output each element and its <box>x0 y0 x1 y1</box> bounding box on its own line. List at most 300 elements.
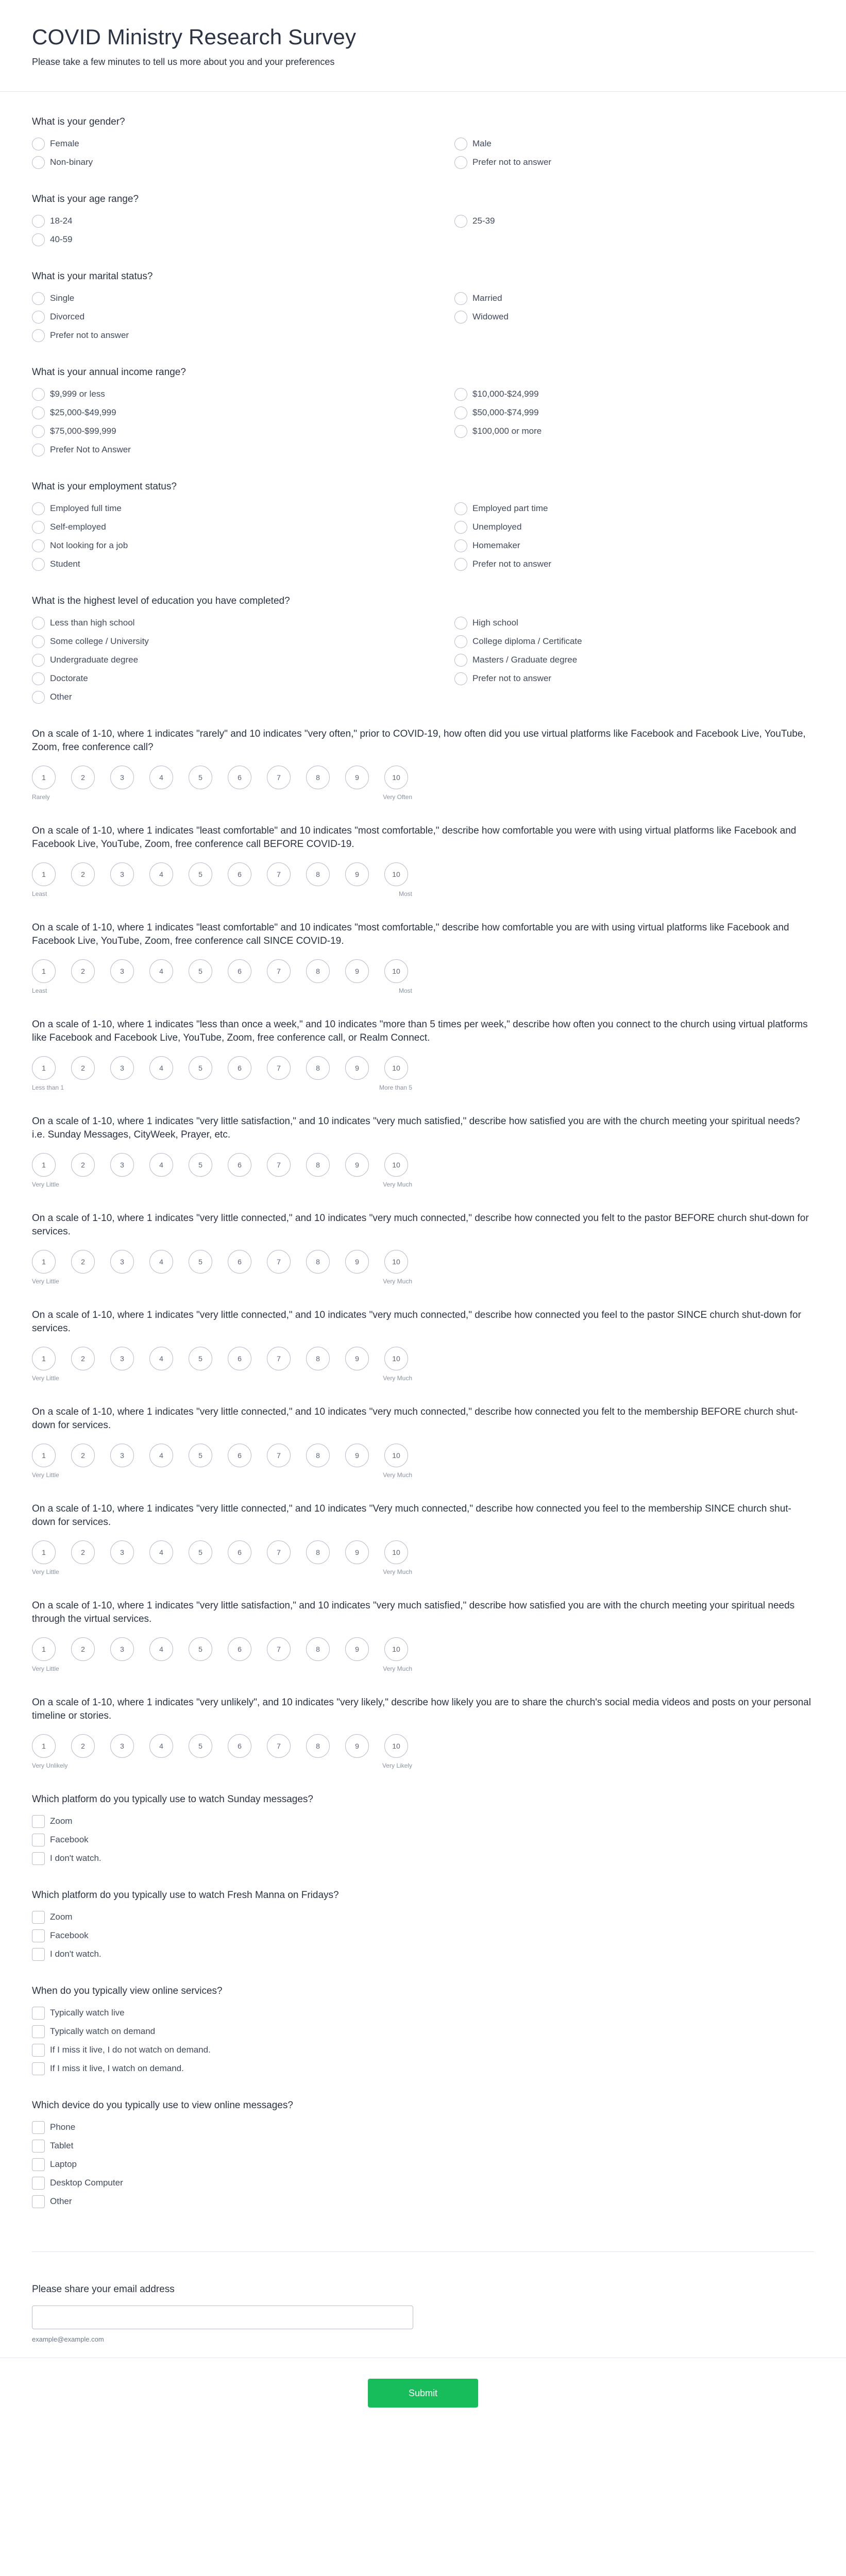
rating-option[interactable]: 4 <box>149 1250 173 1274</box>
radio-option-label: Prefer not to answer <box>50 330 129 340</box>
question-employment <box>32 480 814 571</box>
rating-option[interactable]: 7 <box>267 1444 291 1467</box>
question-label: On a scale of 1-10, where 1 indicates "very little connected," and 10 indicates "very much connected," describe how connected you feel to the pastor SINCE church shut-down for services. <box>32 1310 801 1334</box>
rating-option[interactable]: 7 <box>267 862 291 886</box>
rating-option[interactable]: 6 <box>228 1347 251 1370</box>
question-gender <box>32 115 814 169</box>
checkbox-option[interactable] <box>32 1947 814 1961</box>
checkbox-option[interactable] <box>32 2139 814 2153</box>
radio-option[interactable] <box>32 406 454 419</box>
rating-option[interactable]: 2 <box>71 1347 95 1370</box>
radio-button[interactable] <box>454 138 467 150</box>
rating-option[interactable]: 5 <box>189 1347 212 1370</box>
form-header <box>0 0 846 92</box>
rating-option[interactable]: 7 <box>267 1734 291 1758</box>
radio-button[interactable] <box>454 425 467 438</box>
radio-button[interactable] <box>32 388 45 401</box>
rating-option[interactable]: 2 <box>71 959 95 983</box>
checkbox[interactable] <box>32 1929 45 1942</box>
rating-end-labels <box>32 793 413 801</box>
radio-group-employment <box>32 502 814 571</box>
rating-option[interactable]: 1 <box>32 1637 56 1661</box>
question-education <box>32 595 814 704</box>
radio-option[interactable] <box>32 557 454 571</box>
radio-option-label: $100,000 or more <box>472 426 542 436</box>
question-scale <box>32 1599 814 1672</box>
checkbox[interactable] <box>32 2195 45 2208</box>
rating-option[interactable]: 10 <box>384 862 408 886</box>
radio-option[interactable] <box>32 292 454 305</box>
radio-option-label: $10,000-$24,999 <box>472 389 539 399</box>
rating-option[interactable]: 5 <box>189 1734 212 1758</box>
rating-option[interactable]: 5 <box>189 1540 212 1564</box>
checkbox[interactable] <box>32 1911 45 1924</box>
checkbox[interactable] <box>32 1834 45 1846</box>
radio-option[interactable] <box>32 653 454 667</box>
radio-group-education <box>32 616 814 704</box>
rating-option[interactable]: 5 <box>189 1056 212 1080</box>
checkbox-option[interactable] <box>32 1852 814 1865</box>
rating-options <box>32 959 413 983</box>
checkbox[interactable] <box>32 1948 45 1961</box>
rating-option[interactable]: 4 <box>149 1734 173 1758</box>
radio-button[interactable] <box>32 672 45 685</box>
rating-option[interactable]: 5 <box>189 1153 212 1177</box>
rating-option[interactable]: 6 <box>228 1056 251 1080</box>
rating-scale <box>32 1153 413 1188</box>
question-label: On a scale of 1-10, where 1 indicates "very little connected," and 10 indicates "very much connected," describe how connected you felt to the pastor BEFORE church shut-down for services. <box>32 1213 809 1237</box>
rating-option[interactable]: 3 <box>110 1734 134 1758</box>
radio-option[interactable] <box>454 557 815 571</box>
rating-option[interactable]: 1 <box>32 1153 56 1177</box>
question-scale <box>32 727 814 801</box>
radio-button[interactable] <box>32 215 45 228</box>
radio-button[interactable] <box>32 233 45 246</box>
rating-option[interactable]: 2 <box>71 1250 95 1274</box>
survey-form <box>0 115 846 2343</box>
question-email <box>32 2283 814 2343</box>
rating-option[interactable]: 7 <box>267 1056 291 1080</box>
radio-option[interactable] <box>454 539 815 552</box>
radio-option[interactable] <box>32 137 454 150</box>
radio-option-label: Male <box>472 139 492 148</box>
question-label: On a scale of 1-10, where 1 indicates "very little connected," and 10 indicates "very much connected," describe how connected you felt to the membership BEFORE church shut-down for services. <box>32 1406 798 1431</box>
radio-option[interactable] <box>454 502 815 515</box>
question-label: On a scale of 1-10, where 1 indicates "very little satisfaction," and 10 indicates "very much satisfied," describe how satisfied you are with the church meeting your spiritual needs? i.e. Sunday Messages, CityWeek, Prayer, etc. <box>32 1116 800 1140</box>
rating-option[interactable]: 4 <box>149 862 173 886</box>
rating-option[interactable]: 5 <box>189 959 212 983</box>
question-device <box>32 2099 814 2208</box>
radio-button[interactable] <box>32 444 45 456</box>
question-label: What is your age range? <box>32 194 139 205</box>
radio-option-label: 40-59 <box>50 234 73 244</box>
radio-option-label: Less than high school <box>50 618 135 628</box>
rating-option[interactable]: 1 <box>32 1056 56 1080</box>
question-label: Which device do you typically use to view online messages? <box>32 2100 293 2111</box>
rating-option[interactable]: 5 <box>189 1637 212 1661</box>
rating-option[interactable]: 4 <box>149 1444 173 1467</box>
rating-option[interactable]: 8 <box>306 766 330 789</box>
rating-option[interactable]: 1 <box>32 1734 56 1758</box>
question-view-when <box>32 1985 814 2075</box>
rating-scale <box>32 862 413 897</box>
rating-option[interactable]: 1 <box>32 1444 56 1467</box>
radio-option-label: Employed full time <box>50 503 122 513</box>
rating-option[interactable]: 8 <box>306 1153 330 1177</box>
radio-button[interactable] <box>454 558 467 571</box>
rating-low-label: Very Little <box>32 1568 59 1575</box>
radio-option[interactable] <box>454 672 815 685</box>
radio-option[interactable] <box>32 443 454 456</box>
rating-option[interactable]: 9 <box>345 1347 369 1370</box>
rating-option[interactable]: 4 <box>149 1540 173 1564</box>
checkbox[interactable] <box>32 2140 45 2153</box>
rating-option[interactable]: 6 <box>228 1637 251 1661</box>
radio-option[interactable] <box>454 292 815 305</box>
checkbox-option[interactable] <box>32 2043 814 2057</box>
rating-end-labels <box>32 890 413 897</box>
rating-option[interactable]: 10 <box>384 1250 408 1274</box>
rating-option[interactable]: 3 <box>110 1540 134 1564</box>
rating-high-label: Very Often <box>383 793 412 801</box>
radio-option[interactable] <box>32 539 454 552</box>
rating-option[interactable]: 1 <box>32 1540 56 1564</box>
rating-option[interactable]: 8 <box>306 1637 330 1661</box>
radio-button[interactable] <box>32 425 45 438</box>
radio-option[interactable] <box>454 156 815 169</box>
radio-option[interactable] <box>32 635 454 648</box>
rating-option[interactable]: 9 <box>345 1540 369 1564</box>
checkbox-option-label: I don't watch. <box>50 1949 101 1959</box>
question-label: On a scale of 1-10, where 1 indicates "very little satisfaction," and 10 indicates "very much satisfied," describe how satisfied you are with the church meeting your spiritual needs through the virtual services. <box>32 1600 795 1624</box>
rating-option[interactable]: 7 <box>267 1637 291 1661</box>
rating-option[interactable]: 2 <box>71 862 95 886</box>
rating-option[interactable]: 5 <box>189 766 212 789</box>
rating-option[interactable]: 3 <box>110 1153 134 1177</box>
rating-option[interactable]: 6 <box>228 862 251 886</box>
question-scale <box>32 1309 814 1382</box>
rating-option[interactable]: 3 <box>110 1250 134 1274</box>
rating-option[interactable]: 9 <box>345 1637 369 1661</box>
rating-option[interactable]: 3 <box>110 1444 134 1467</box>
rating-option[interactable]: 1 <box>32 959 56 983</box>
radio-button[interactable] <box>32 138 45 150</box>
rating-high-label: Very Likely <box>382 1762 412 1769</box>
radio-button[interactable] <box>32 539 45 552</box>
checkbox-option-label: Facebook <box>50 1835 89 1844</box>
rating-option[interactable]: 1 <box>32 1250 56 1274</box>
rating-option[interactable]: 9 <box>345 1734 369 1758</box>
checkbox[interactable] <box>32 1815 45 1828</box>
radio-button[interactable] <box>454 521 467 534</box>
radio-button[interactable] <box>454 539 467 552</box>
radio-button[interactable] <box>454 292 467 305</box>
radio-option[interactable] <box>32 672 454 685</box>
rating-option[interactable]: 7 <box>267 1540 291 1564</box>
radio-group-marital <box>32 292 814 342</box>
checkbox-option[interactable] <box>32 1929 814 1942</box>
rating-option[interactable]: 8 <box>306 1347 330 1370</box>
rating-option[interactable]: 4 <box>149 1637 173 1661</box>
radio-option-label: Prefer not to answer <box>472 559 552 569</box>
question-label: What is your employment status? <box>32 481 177 492</box>
radio-button[interactable] <box>32 406 45 419</box>
radio-option-label: Self-employed <box>50 522 106 532</box>
radio-option-label: Undergraduate degree <box>50 655 139 665</box>
radio-button[interactable] <box>32 558 45 571</box>
checkbox[interactable] <box>32 1852 45 1865</box>
radio-button[interactable] <box>32 691 45 704</box>
checkbox-option[interactable] <box>32 2121 814 2134</box>
rating-option[interactable]: 6 <box>228 959 251 983</box>
radio-option-label: Some college / University <box>50 636 149 646</box>
rating-option[interactable]: 10 <box>384 766 408 789</box>
radio-option[interactable] <box>32 233 454 246</box>
radio-button[interactable] <box>454 617 467 630</box>
rating-high-label: Very Much <box>383 1375 412 1382</box>
radio-option-label: Prefer not to answer <box>472 673 552 683</box>
rating-low-label: Very Little <box>32 1278 59 1285</box>
rating-option[interactable]: 6 <box>228 1250 251 1274</box>
radio-option[interactable] <box>32 616 454 630</box>
checkbox[interactable] <box>32 2177 45 2190</box>
rating-end-labels <box>32 1762 413 1769</box>
submit-button[interactable]: Submit <box>368 2379 478 2408</box>
email-field[interactable] <box>32 2306 413 2329</box>
radio-option[interactable] <box>32 156 454 169</box>
rating-option[interactable]: 3 <box>110 1056 134 1080</box>
question-label: What is the highest level of education you have completed? <box>32 596 290 606</box>
radio-option[interactable] <box>454 214 815 228</box>
checkbox-option[interactable] <box>32 2062 814 2075</box>
rating-option[interactable]: 8 <box>306 1056 330 1080</box>
rating-end-labels <box>32 1471 413 1479</box>
rating-option[interactable]: 4 <box>149 1347 173 1370</box>
rating-end-labels <box>32 1665 413 1672</box>
checkbox-option[interactable] <box>32 1833 814 1846</box>
checkbox-option-label: Typically watch on demand <box>50 2026 156 2036</box>
rating-option[interactable]: 6 <box>228 766 251 789</box>
rating-option[interactable]: 6 <box>228 1734 251 1758</box>
radio-option-label: Married <box>472 293 502 303</box>
radio-option[interactable] <box>454 520 815 534</box>
rating-option[interactable]: 9 <box>345 1444 369 1467</box>
rating-option[interactable]: 4 <box>149 1153 173 1177</box>
checkbox-option-label: If I miss it live, I watch on demand. <box>50 2063 184 2073</box>
rating-option[interactable]: 2 <box>71 1540 95 1564</box>
rating-option[interactable]: 3 <box>110 1347 134 1370</box>
radio-option[interactable] <box>454 387 815 401</box>
checkbox[interactable] <box>32 2025 45 2038</box>
rating-option[interactable]: 1 <box>32 766 56 789</box>
question-marital-status <box>32 270 814 342</box>
rating-option[interactable]: 10 <box>384 959 408 983</box>
radio-option[interactable] <box>32 329 454 342</box>
rating-option[interactable]: 3 <box>110 959 134 983</box>
rating-scale <box>32 766 413 801</box>
rating-options <box>32 1347 413 1370</box>
rating-option[interactable]: 9 <box>345 959 369 983</box>
submit-area <box>0 2358 846 2438</box>
radio-button[interactable] <box>454 388 467 401</box>
rating-option[interactable]: 6 <box>228 1153 251 1177</box>
checkbox-option[interactable] <box>32 2158 814 2171</box>
rating-option[interactable]: 2 <box>71 1056 95 1080</box>
rating-low-label: Very Little <box>32 1665 59 1672</box>
radio-option[interactable] <box>454 137 815 150</box>
rating-option[interactable]: 2 <box>71 766 95 789</box>
rating-option[interactable]: 5 <box>189 1250 212 1274</box>
radio-option-label: Prefer not to answer <box>472 157 552 167</box>
radio-button[interactable] <box>32 617 45 630</box>
email-sublabel: example@example.com <box>32 2335 104 2343</box>
rating-options <box>32 1637 413 1661</box>
rating-option[interactable]: 8 <box>306 1250 330 1274</box>
rating-option[interactable]: 7 <box>267 959 291 983</box>
radio-button[interactable] <box>454 672 467 685</box>
rating-options <box>32 1250 413 1274</box>
rating-option[interactable]: 8 <box>306 862 330 886</box>
radio-button[interactable] <box>32 654 45 667</box>
rating-option[interactable]: 5 <box>189 862 212 886</box>
rating-option[interactable]: 7 <box>267 1250 291 1274</box>
radio-option-label: Widowed <box>472 312 509 321</box>
radio-button[interactable] <box>454 406 467 419</box>
rating-option[interactable]: 6 <box>228 1540 251 1564</box>
checkbox-group-view-when <box>32 2006 814 2075</box>
radio-option[interactable] <box>454 635 815 648</box>
radio-button[interactable] <box>32 156 45 169</box>
checkbox-option[interactable] <box>32 2025 814 2038</box>
radio-button[interactable] <box>32 521 45 534</box>
rating-option[interactable]: 10 <box>384 1056 408 1080</box>
rating-option[interactable]: 9 <box>345 1153 369 1177</box>
rating-option[interactable]: 2 <box>71 1444 95 1467</box>
radio-button[interactable] <box>454 215 467 228</box>
rating-option[interactable]: 3 <box>110 766 134 789</box>
checkbox[interactable] <box>32 2007 45 2020</box>
rating-option[interactable]: 10 <box>384 1444 408 1467</box>
radio-option[interactable] <box>454 406 815 419</box>
question-label: On a scale of 1-10, where 1 indicates "least comfortable" and 10 indicates "most comfortable," describe how comfortable you were with using virtual platforms like Facebook and Facebook Live, YouTube, Zoom, free conference call BEFORE COVID-19. <box>32 825 797 850</box>
rating-option[interactable]: 10 <box>384 1637 408 1661</box>
rating-end-labels <box>32 987 413 994</box>
rating-option[interactable]: 7 <box>267 1347 291 1370</box>
checkbox-option[interactable] <box>32 2176 814 2190</box>
rating-option[interactable]: 8 <box>306 1540 330 1564</box>
question-label: On a scale of 1-10, where 1 indicates "less than once a week," and 10 indicates "more than 5 times per week," describe how often you connect to the church using virtual platforms like Facebook and Facebook Live, YouTube, Zoom, free conference call, or Realm Connect. <box>32 1019 808 1043</box>
checkbox-option[interactable] <box>32 1815 814 1828</box>
radio-option[interactable] <box>454 616 815 630</box>
checkbox[interactable] <box>32 2044 45 2057</box>
radio-button[interactable] <box>454 311 467 324</box>
rating-option[interactable]: 2 <box>71 1734 95 1758</box>
checkbox-option[interactable] <box>32 1910 814 1924</box>
checkbox[interactable] <box>32 2121 45 2134</box>
rating-option[interactable]: 9 <box>345 1056 369 1080</box>
radio-option-label: Masters / Graduate degree <box>472 655 578 665</box>
checkbox[interactable] <box>32 2062 45 2075</box>
radio-option[interactable] <box>454 310 815 324</box>
radio-button[interactable] <box>32 635 45 648</box>
radio-option[interactable] <box>32 214 454 228</box>
rating-options <box>32 766 413 789</box>
radio-button[interactable] <box>454 156 467 169</box>
checkbox-option[interactable] <box>32 2195 814 2208</box>
rating-low-label: Very Little <box>32 1181 59 1188</box>
radio-option-label: Homemaker <box>472 540 520 550</box>
rating-option[interactable]: 7 <box>267 766 291 789</box>
rating-option[interactable]: 10 <box>384 1347 408 1370</box>
checkbox[interactable] <box>32 2158 45 2171</box>
rating-option[interactable]: 5 <box>189 1444 212 1467</box>
rating-scale <box>32 1637 413 1672</box>
rating-option[interactable]: 8 <box>306 959 330 983</box>
radio-option[interactable] <box>32 690 454 704</box>
rating-options <box>32 1444 413 1467</box>
question-label: On a scale of 1-10, where 1 indicates "rarely" and 10 indicates "very often," prior to COVID-19, how often did you use virtual platforms like Facebook and Facebook Live, YouTube, Zoom, free conference call? <box>32 728 806 753</box>
rating-option[interactable]: 3 <box>110 862 134 886</box>
radio-button[interactable] <box>32 292 45 305</box>
rating-high-label: Very Much <box>383 1568 412 1575</box>
radio-option[interactable] <box>32 387 454 401</box>
radio-button[interactable] <box>454 635 467 648</box>
radio-button[interactable] <box>454 654 467 667</box>
checkbox-option-label: Tablet <box>50 2141 74 2150</box>
rating-option[interactable]: 4 <box>149 959 173 983</box>
rating-option[interactable]: 8 <box>306 1444 330 1467</box>
rating-scale <box>32 1056 413 1091</box>
rating-option[interactable]: 3 <box>110 1637 134 1661</box>
rating-option[interactable]: 8 <box>306 1734 330 1758</box>
rating-option[interactable]: 10 <box>384 1734 408 1758</box>
radio-option[interactable] <box>32 520 454 534</box>
question-label: On a scale of 1-10, where 1 indicates "least comfortable" and 10 indicates "most comfortable," describe how comfortable you are with using virtual platforms like Facebook and Facebook Live, YouTube, Zoom, free conference call SINCE COVID-19. <box>32 922 789 946</box>
rating-option[interactable]: 6 <box>228 1444 251 1467</box>
rating-option[interactable]: 2 <box>71 1153 95 1177</box>
rating-option[interactable]: 9 <box>345 862 369 886</box>
radio-option[interactable] <box>454 425 815 438</box>
rating-option[interactable]: 9 <box>345 1250 369 1274</box>
checkbox-option[interactable] <box>32 2006 814 2020</box>
radio-option[interactable] <box>32 502 454 515</box>
radio-button[interactable] <box>32 502 45 515</box>
rating-option[interactable]: 9 <box>345 766 369 789</box>
radio-option[interactable] <box>32 425 454 438</box>
checkbox-group-device <box>32 2121 814 2208</box>
radio-button[interactable] <box>454 502 467 515</box>
rating-option[interactable]: 1 <box>32 1347 56 1370</box>
rating-option[interactable]: 10 <box>384 1153 408 1177</box>
rating-options <box>32 1153 413 1177</box>
rating-option[interactable]: 4 <box>149 766 173 789</box>
rating-option[interactable]: 2 <box>71 1637 95 1661</box>
radio-option[interactable] <box>32 310 454 324</box>
radio-button[interactable] <box>32 311 45 324</box>
radio-option-label: Not looking for a job <box>50 540 128 550</box>
radio-option-label: Unemployed <box>472 522 522 532</box>
radio-option[interactable] <box>454 653 815 667</box>
radio-button[interactable] <box>32 329 45 342</box>
rating-option[interactable]: 10 <box>384 1540 408 1564</box>
rating-option[interactable]: 7 <box>267 1153 291 1177</box>
radio-option-label: 18-24 <box>50 216 73 226</box>
rating-option[interactable]: 4 <box>149 1056 173 1080</box>
question-label: What is your marital status? <box>32 271 153 282</box>
rating-low-label: Very Unlikely <box>32 1762 68 1769</box>
rating-options <box>32 862 413 886</box>
rating-option[interactable]: 1 <box>32 862 56 886</box>
